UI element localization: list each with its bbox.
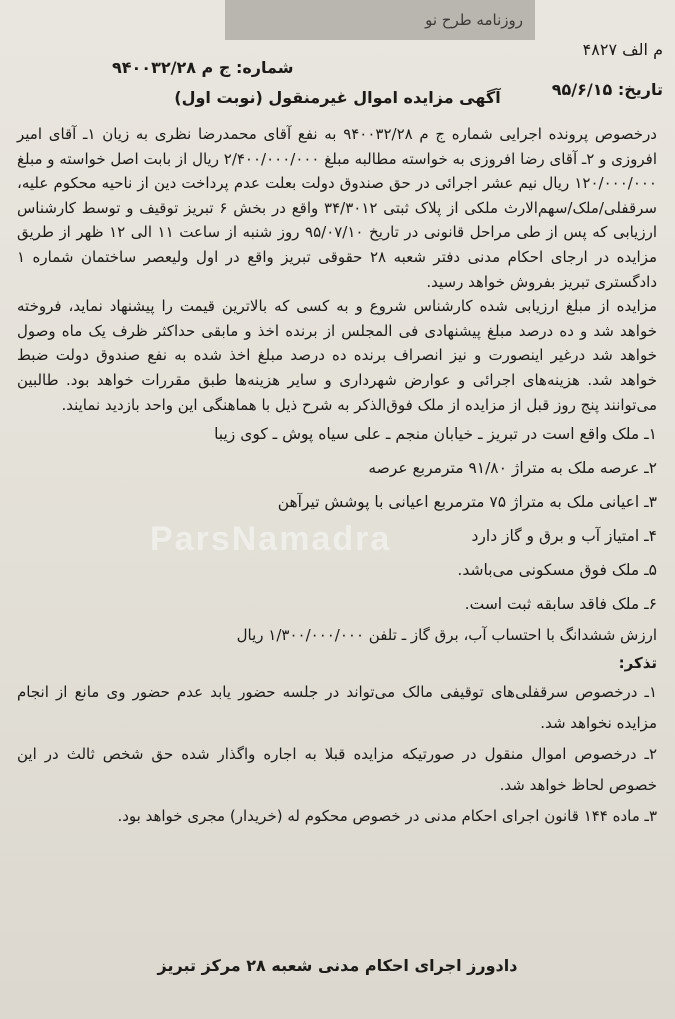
list-item: ۴ـ امتیاز آب و برق و گاز دارد [471, 527, 657, 546]
list-item: ۲ـ عرصه ملک به متراژ ۹۱/۸۰ مترمربع عرصه [368, 459, 657, 478]
list-item: ۵ـ ملک فوق مسکونی می‌باشد. [457, 561, 657, 580]
watermark: ParsNamadra [150, 520, 392, 558]
notice-body [17, 122, 657, 832]
list-item: ۶ـ ملک فاقد سابقه ثبت است. [464, 595, 657, 614]
signature: دادورز اجرای احکام مدنی شعبه ۲۸ مرکز تبریز [157, 956, 518, 975]
notes-list [17, 677, 657, 832]
list-item: ۳ـ ماده ۱۴۴ قانون اجرای احکام مدنی در خصوص محکوم له (خریدار) مجری خواهد بود. [117, 807, 657, 826]
list-item: ۱ـ درخصوص سرقفلی‌های توقیفی مالک می‌تواند در جلسه حضور یابد عدم حضور وی مانع از انجام مزایده نخواهد شد. [17, 683, 657, 733]
newspaper-name: روزنامه طرح نو [225, 0, 535, 40]
case-number: شماره: ج م ۹۴۰۰۳۲/۲۸ [112, 58, 294, 77]
list-item: ۳ـ اعیانی ملک به متراژ ۷۵ مترمربع اعیانی با پوشش تیرآهن [277, 493, 657, 512]
property-value: ارزش ششدانگ با احتساب آب، برق گاز ـ تلفن ۱/۳۰۰/۰۰۰/۰۰۰ ریال [236, 626, 657, 645]
list-item: ۱ـ ملک واقع است در تبریز ـ خیابان منجم ـ علی سیاه پوش ـ کوی زیبا [214, 425, 657, 444]
notice-date: تاریخ: ۹۵/۶/۱۵ [551, 80, 663, 99]
intro-paragraph: درخصوص پرونده اجرایی شماره ج م ۹۴۰۰۳۲/۲۸ به نفع آقای محمدرضا نظری به زیان ۱ـ آقای امیر افروزی و ۲ـ آقای رضا افروزی به خواسته مطالبه مبلغ ۲/۴۰۰/۰۰۰/۰۰۰ ریال از بابت اصل خواسته و مبلغ ۱۲۰/۰۰۰/۰۰۰ ریال نیم عشر اجرائی در حق صندوق دولت بعلت عدم پرداخت دین از ناحیه محکوم علیه، سرقفلی/ملک/سهم‌الارث ملکی از پلاک ثبتی ۳۴/۳۰۱۲ واقع در بخش ۶ تبریز توقیف و توسط کارشناس ارزیابی که پس از طی مراحل قانونی در تاریخ ۹۵/۰۷/۱۰ روز شنبه از ساعت ۱۱ الی ۱۲ ظهر از طریق مزایده در ارجای احکام مدنی دفتر شعبه ۲۸ حقوقی تبریز واقع در اول ولیعصر ساختمان شماره ۱ دادگستری تبریز بفروش خواهد رسید. [17, 125, 658, 291]
notice-title: آگهی مزایده اموال غیرمنقول (نوبت اول) [174, 88, 501, 107]
list-item: ۲ـ درخصوص اموال منقول در صورتیکه مزایده قبلا به اجاره واگذار شده حق شخص ثالث در این خصوص لحاظ خواهد شد. [17, 745, 657, 795]
note-title: تذکر: [618, 654, 657, 673]
terms-paragraph: مزایده از مبلغ ارزیابی شده کارشناس شروع و به کسی که بالاترین قیمت را پیشنهاد نماید، فروخته خواهد شد و ده درصد مبلغ پیشنهادی فی المجلس از برنده اخذ و مابقی حداکثر ظرف یک ماه وصول خواهد شد درغیر اینصورت و نیز انصراف برنده ده درصد مبلغ اخذ شده به نفع صندوق دولت ضبط خواهد شد. هزینه‌های اجرائی و عوارض شهرداری و سایر هزینه‌ها طبق مقررات خواهد بود. طالبین می‌توانند پنج روز قبل از مزایده از ملک فوق‌الذکر به شرح ذیل با هماهنگی این واحد بازدید نمایند. [17, 297, 657, 414]
issue-code: م الف ۴۸۲۷ [582, 40, 663, 59]
